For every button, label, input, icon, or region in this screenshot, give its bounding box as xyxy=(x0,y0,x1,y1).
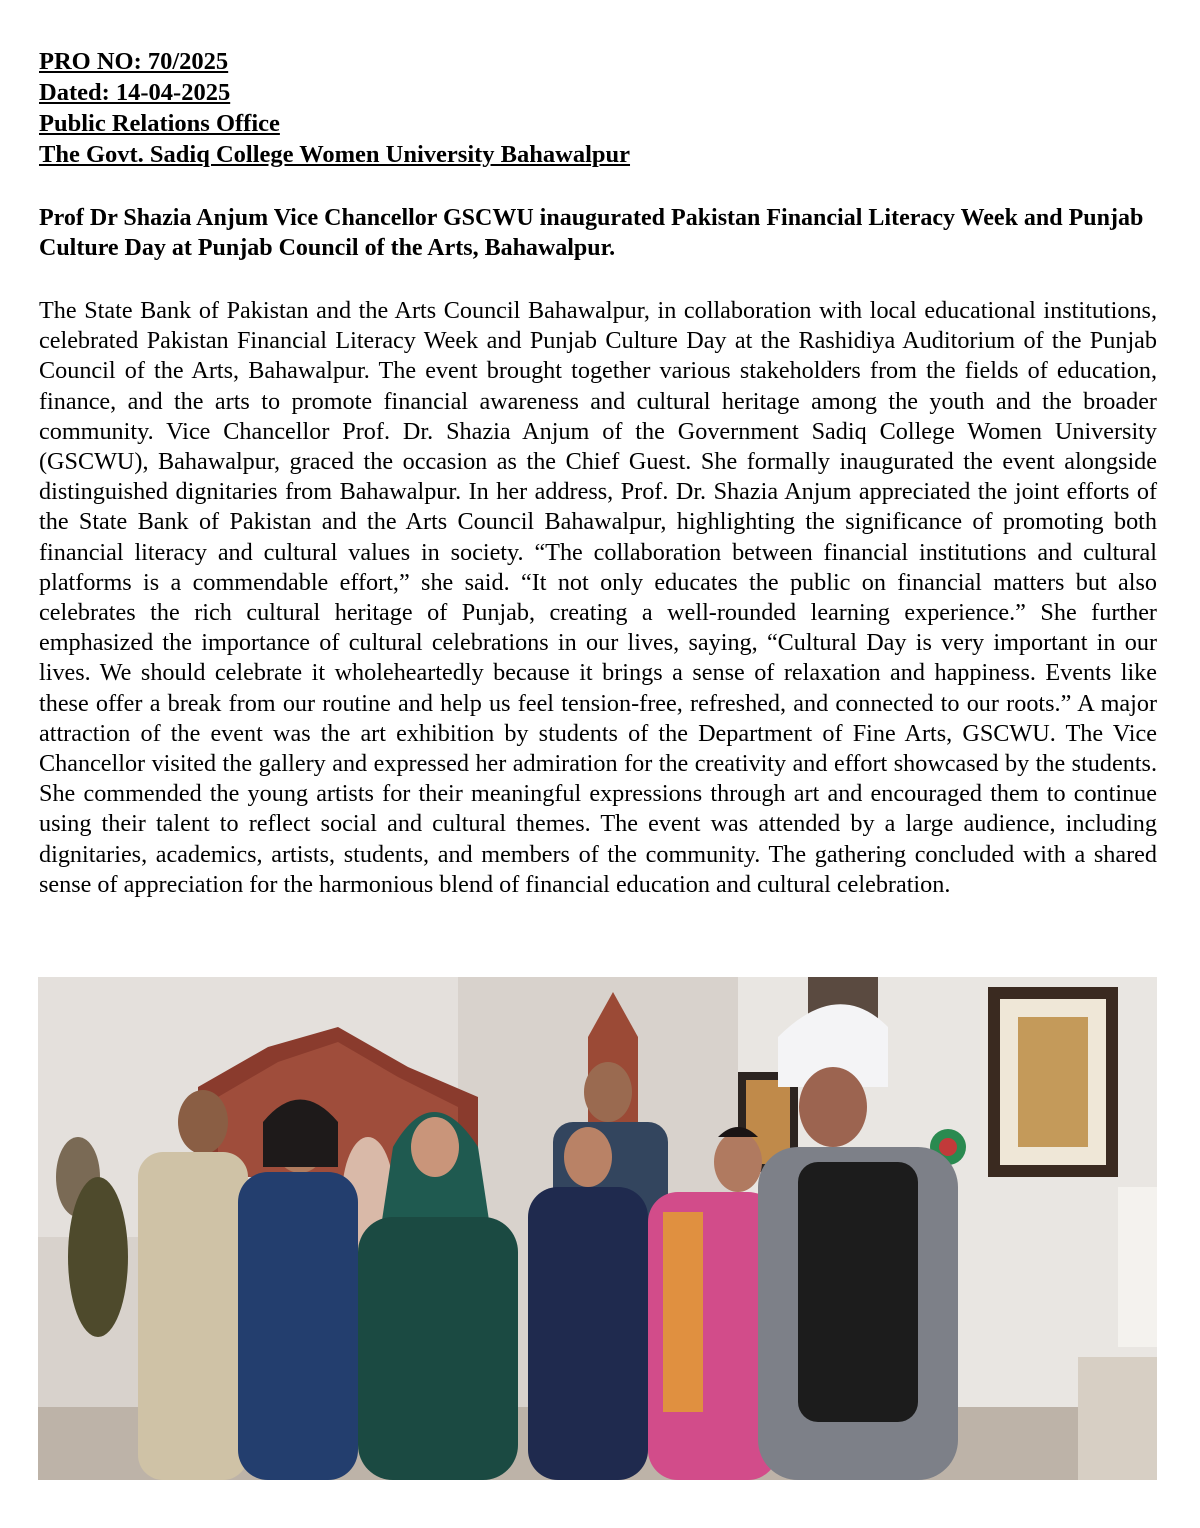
university-name: The Govt. Sadiq College Women University Bahawalpur xyxy=(39,141,631,168)
body-paragraph: The State Bank of Pakistan and the Arts Council Bahawalpur, in collaboration with local educational institutions, celebrated Pakistan Financial Literacy Week and Punjab Culture Day at the Rashidiya Auditorium of the Punjab Council of the Arts, Bahawalpur. The event brought together various stakeholders from the fields of education, finance, and the arts to promote financial awareness and cultural heritage among the youth and the broader community. Vice Chancellor Prof. Dr. Shazia Anjum of the Government Sadiq College Women University (GSCWU), Bahawalpur, graced the occasion as the Chief Guest. She formally inaugurated the event alongside distinguished dignitaries from Bahawalpur. In her address, Prof. Dr. Shazia Anjum appreciated the joint efforts of the State Bank of Pakistan and the Arts Council Bahawalpur, highlighting the significance of promoting both financial literacy and cultural values in society. “The collaboration between financial institutions and cultural platforms is a commendable effort,” she said. “It not only educates the public on financial matters but also celebrates the rich cultural heritage of Punjab, creating a well-rounded learning experience.” She further emphasized the importance of cultural celebrations in our lives, saying, “Cultural Day is very important in our lives. We should celebrate it wholeheartedly because it brings a sense of relaxation and happiness. Events like these offer a break from our routine and help us feel tension-free, refreshed, and connected to our roots.” A major attraction of the event was the art exhibition by students of the Department of Fine Arts, GSCWU. The Vice Chancellor visited the gallery and expressed her admiration for the creativity and effort showcased by the students. She commended the young artists for their meaningful expressions through art and encouraged them to continue using their talent to reflect social and cultural themes. The event was attended by a large audience, including dignitaries, academics, artists, students, and members of the community. The gathering concluded with a shared sense of appreciation for the harmonious blend of financial education and cultural celebration. xyxy=(39,297,1157,898)
event-photo xyxy=(38,977,1157,1480)
release-date: Dated: 14-04-2025 xyxy=(39,79,231,106)
pro-number: PRO NO: 70/2025 xyxy=(39,48,229,75)
office-name: Public Relations Office xyxy=(39,110,280,137)
release-header xyxy=(39,46,630,170)
headline: Prof Dr Shazia Anjum Vice Chancellor GSCWU inaugurated Pakistan Financial Literacy Week and Punjab Culture Day at Punjab Council of the Arts, Bahawalpur. xyxy=(39,205,1144,261)
